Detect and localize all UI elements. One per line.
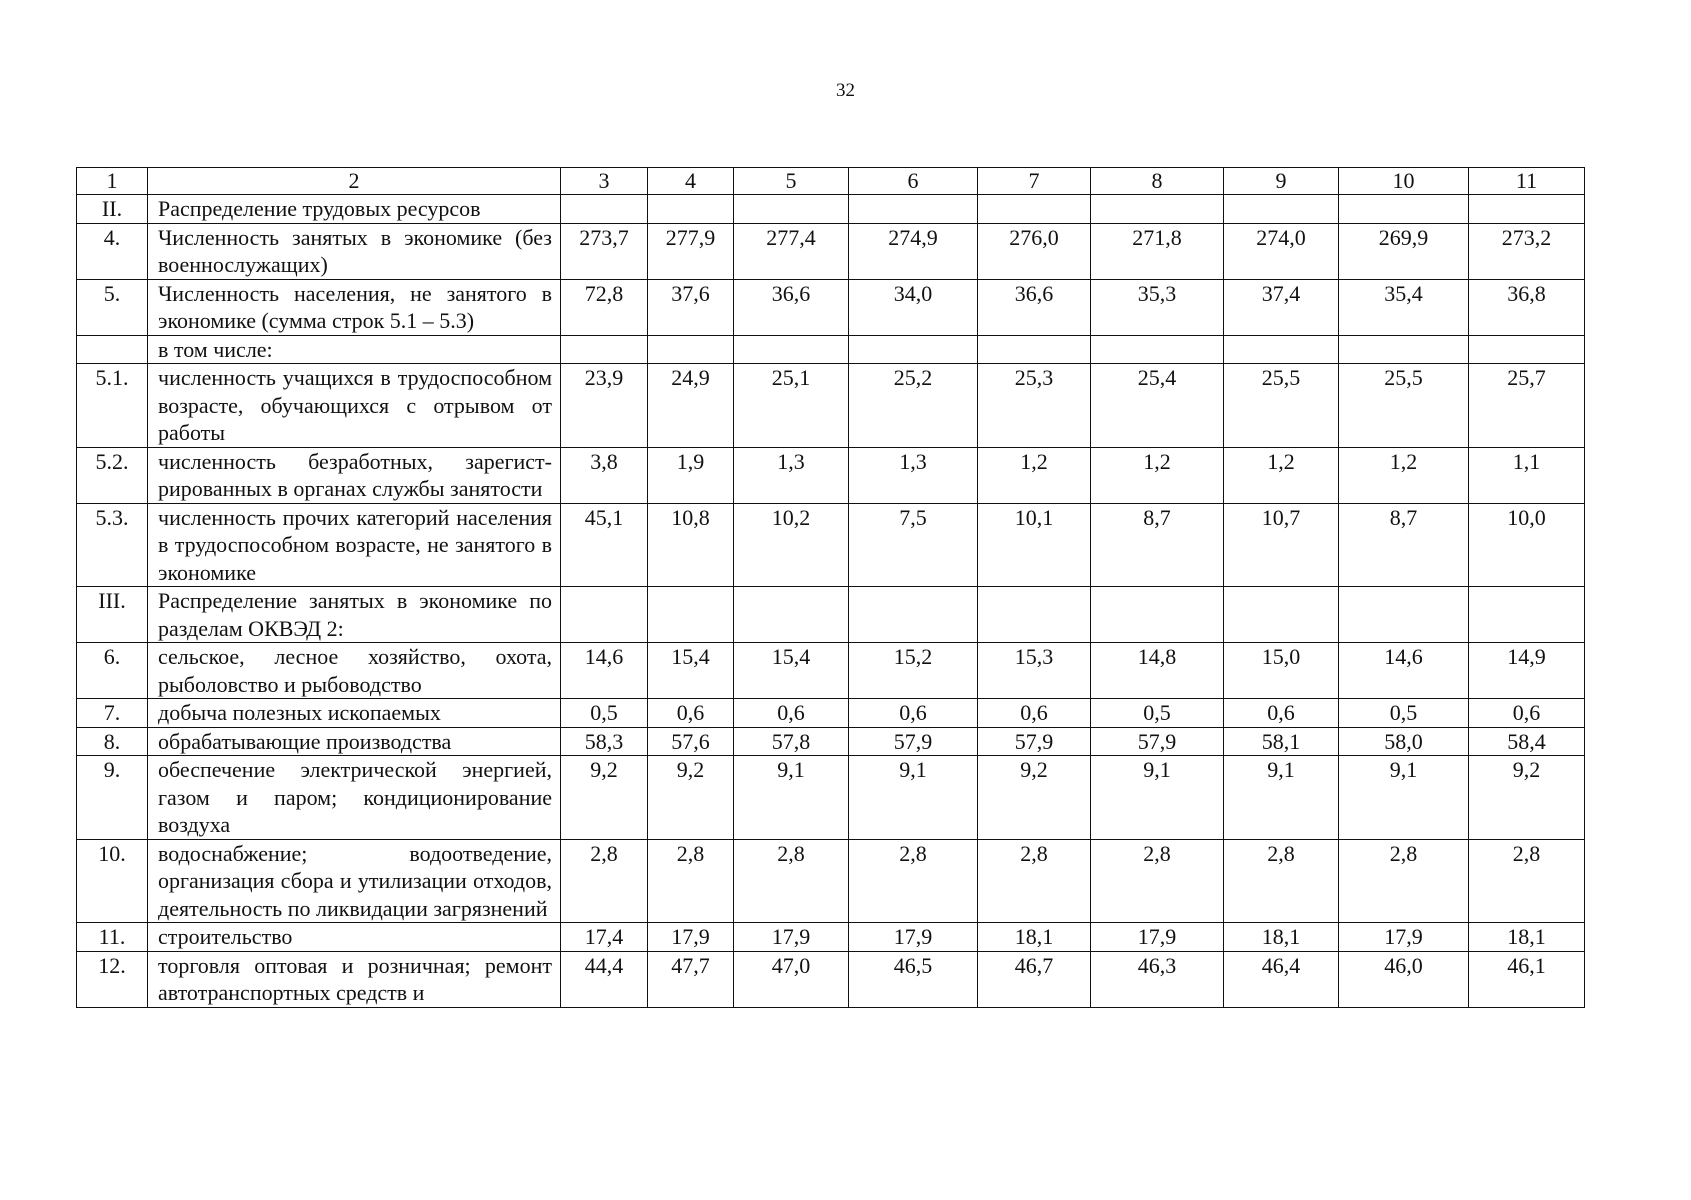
row-label: водоснабжение; водоотведение, организация сбора и утилизации отходов, деятельность по ликвидации загрязнений xyxy=(148,839,561,923)
value-cell: 2,8 xyxy=(1091,839,1224,923)
value-cell xyxy=(1224,587,1339,643)
value-cell: 3,8 xyxy=(561,447,648,503)
value-cell: 46,1 xyxy=(1469,951,1585,1007)
row-number: 6. xyxy=(77,643,148,699)
header-cell: 5 xyxy=(734,168,849,195)
header-cell: 9 xyxy=(1224,168,1339,195)
value-cell: 1,3 xyxy=(849,447,978,503)
value-cell: 0,6 xyxy=(648,699,734,728)
value-cell xyxy=(1469,335,1585,364)
value-cell: 25,3 xyxy=(978,364,1091,448)
table-row xyxy=(77,699,1585,728)
value-cell: 45,1 xyxy=(561,503,648,587)
value-cell: 7,5 xyxy=(849,503,978,587)
value-cell: 58,1 xyxy=(1224,727,1339,756)
value-cell: 37,4 xyxy=(1224,279,1339,335)
value-cell: 0,6 xyxy=(1224,699,1339,728)
table-row xyxy=(77,923,1585,952)
row-number: 5.2. xyxy=(77,447,148,503)
value-cell: 10,7 xyxy=(1224,503,1339,587)
value-cell: 35,3 xyxy=(1091,279,1224,335)
value-cell: 2,8 xyxy=(734,839,849,923)
value-cell: 58,4 xyxy=(1469,727,1585,756)
value-cell: 1,9 xyxy=(648,447,734,503)
header-cell: 3 xyxy=(561,168,648,195)
value-cell: 9,1 xyxy=(1339,756,1469,840)
value-cell: 269,9 xyxy=(1339,223,1469,279)
value-cell: 2,8 xyxy=(1224,839,1339,923)
value-cell xyxy=(648,587,734,643)
table-body xyxy=(77,168,1585,1008)
value-cell xyxy=(1339,195,1469,224)
row-label: торговля оптовая и розничная; ремонт автотранспортных средств и xyxy=(148,951,561,1007)
value-cell: 15,0 xyxy=(1224,643,1339,699)
row-label: численность учащихся в трудоспособном возрасте, обучающихся с отрывом от работы xyxy=(148,364,561,448)
value-cell: 46,3 xyxy=(1091,951,1224,1007)
value-cell xyxy=(648,335,734,364)
row-label: численность безработных, зарегист-рированных в органах службы занятости xyxy=(148,447,561,503)
value-cell: 57,8 xyxy=(734,727,849,756)
value-cell: 15,3 xyxy=(978,643,1091,699)
value-cell: 15,4 xyxy=(734,643,849,699)
row-number: 5.1. xyxy=(77,364,148,448)
value-cell xyxy=(1469,587,1585,643)
value-cell xyxy=(648,195,734,224)
value-cell: 36,6 xyxy=(978,279,1091,335)
value-cell: 17,9 xyxy=(648,923,734,952)
value-cell: 25,2 xyxy=(849,364,978,448)
value-cell: 2,8 xyxy=(1339,839,1469,923)
value-cell xyxy=(849,587,978,643)
value-cell: 17,9 xyxy=(1091,923,1224,952)
value-cell xyxy=(734,587,849,643)
table-row xyxy=(77,587,1585,643)
value-cell: 273,2 xyxy=(1469,223,1585,279)
value-cell: 57,9 xyxy=(1091,727,1224,756)
value-cell: 14,9 xyxy=(1469,643,1585,699)
value-cell: 1,2 xyxy=(1224,447,1339,503)
value-cell: 2,8 xyxy=(648,839,734,923)
row-label: Распределение занятых в экономике по разделам ОКВЭД 2: xyxy=(148,587,561,643)
value-cell: 10,2 xyxy=(734,503,849,587)
row-number: III. xyxy=(77,587,148,643)
value-cell: 0,6 xyxy=(734,699,849,728)
value-cell xyxy=(1339,587,1469,643)
value-cell: 25,4 xyxy=(1091,364,1224,448)
value-cell: 72,8 xyxy=(561,279,648,335)
row-number: 12. xyxy=(77,951,148,1007)
value-cell xyxy=(561,195,648,224)
row-number: 8. xyxy=(77,727,148,756)
value-cell: 15,2 xyxy=(849,643,978,699)
value-cell: 46,5 xyxy=(849,951,978,1007)
value-cell: 46,4 xyxy=(1224,951,1339,1007)
value-cell: 17,9 xyxy=(1339,923,1469,952)
value-cell: 25,1 xyxy=(734,364,849,448)
value-cell xyxy=(1469,195,1585,224)
row-label: Численность занятых в экономике (без военнослужащих) xyxy=(148,223,561,279)
statistics-table xyxy=(76,167,1585,1008)
value-cell: 37,6 xyxy=(648,279,734,335)
row-label: сельское, лесное хозяйство, охота, рыболовство и рыбоводство xyxy=(148,643,561,699)
value-cell: 47,7 xyxy=(648,951,734,1007)
row-label: обрабатывающие производства xyxy=(148,727,561,756)
value-cell: 17,4 xyxy=(561,923,648,952)
row-label: Численность населения, не занятого в экономике (сумма строк 5.1 – 5.3) xyxy=(148,279,561,335)
value-cell: 9,1 xyxy=(849,756,978,840)
value-cell: 23,9 xyxy=(561,364,648,448)
row-number: 10. xyxy=(77,839,148,923)
row-number: II. xyxy=(77,195,148,224)
value-cell: 58,0 xyxy=(1339,727,1469,756)
value-cell: 274,0 xyxy=(1224,223,1339,279)
row-number: 4. xyxy=(77,223,148,279)
table-row xyxy=(77,279,1585,335)
row-number: 5.3. xyxy=(77,503,148,587)
value-cell xyxy=(734,335,849,364)
table-row xyxy=(77,335,1585,364)
value-cell: 36,8 xyxy=(1469,279,1585,335)
value-cell: 14,6 xyxy=(561,643,648,699)
value-cell: 14,6 xyxy=(1339,643,1469,699)
value-cell xyxy=(978,195,1091,224)
row-label: добыча полезных ископаемых xyxy=(148,699,561,728)
header-cell: 2 xyxy=(148,168,561,195)
row-label: численность прочих категорий населения в трудоспособном возрасте, не занятого в экономике xyxy=(148,503,561,587)
value-cell: 1,1 xyxy=(1469,447,1585,503)
row-number: 5. xyxy=(77,279,148,335)
value-cell: 2,8 xyxy=(1469,839,1585,923)
value-cell xyxy=(978,335,1091,364)
value-cell: 0,6 xyxy=(1469,699,1585,728)
value-cell: 9,1 xyxy=(1224,756,1339,840)
value-cell xyxy=(1224,195,1339,224)
value-cell: 9,2 xyxy=(978,756,1091,840)
value-cell: 17,9 xyxy=(849,923,978,952)
value-cell: 277,4 xyxy=(734,223,849,279)
value-cell xyxy=(1339,335,1469,364)
header-cell: 1 xyxy=(77,168,148,195)
value-cell: 34,0 xyxy=(849,279,978,335)
value-cell: 10,0 xyxy=(1469,503,1585,587)
value-cell xyxy=(849,335,978,364)
value-cell: 47,0 xyxy=(734,951,849,1007)
value-cell: 18,1 xyxy=(1469,923,1585,952)
value-cell: 15,4 xyxy=(648,643,734,699)
value-cell: 25,5 xyxy=(1339,364,1469,448)
value-cell: 57,9 xyxy=(978,727,1091,756)
value-cell: 10,1 xyxy=(978,503,1091,587)
value-cell: 46,0 xyxy=(1339,951,1469,1007)
table-row xyxy=(77,503,1585,587)
value-cell: 18,1 xyxy=(978,923,1091,952)
value-cell: 25,7 xyxy=(1469,364,1585,448)
value-cell: 35,4 xyxy=(1339,279,1469,335)
value-cell: 0,5 xyxy=(1339,699,1469,728)
header-cell: 11 xyxy=(1469,168,1585,195)
table-row xyxy=(77,756,1585,840)
value-cell xyxy=(1224,335,1339,364)
header-cell: 6 xyxy=(849,168,978,195)
value-cell xyxy=(1091,195,1224,224)
value-cell: 9,1 xyxy=(734,756,849,840)
table-row xyxy=(77,727,1585,756)
header-cell: 8 xyxy=(1091,168,1224,195)
row-number: 9. xyxy=(77,756,148,840)
table-header-row xyxy=(77,168,1585,195)
value-cell: 1,2 xyxy=(978,447,1091,503)
value-cell: 273,7 xyxy=(561,223,648,279)
value-cell: 57,9 xyxy=(849,727,978,756)
value-cell: 14,8 xyxy=(1091,643,1224,699)
table-row xyxy=(77,223,1585,279)
table-row xyxy=(77,364,1585,448)
value-cell: 277,9 xyxy=(648,223,734,279)
value-cell xyxy=(978,587,1091,643)
value-cell xyxy=(1091,587,1224,643)
value-cell: 1,3 xyxy=(734,447,849,503)
row-number xyxy=(77,335,148,364)
value-cell xyxy=(734,195,849,224)
value-cell: 58,3 xyxy=(561,727,648,756)
header-cell: 7 xyxy=(978,168,1091,195)
value-cell: 0,6 xyxy=(978,699,1091,728)
value-cell: 0,5 xyxy=(1091,699,1224,728)
value-cell: 36,6 xyxy=(734,279,849,335)
page-number: 32 xyxy=(836,80,855,101)
value-cell xyxy=(1091,335,1224,364)
value-cell: 18,1 xyxy=(1224,923,1339,952)
value-cell: 1,2 xyxy=(1339,447,1469,503)
value-cell: 10,8 xyxy=(648,503,734,587)
value-cell: 271,8 xyxy=(1091,223,1224,279)
value-cell xyxy=(849,195,978,224)
header-cell: 4 xyxy=(648,168,734,195)
value-cell: 9,2 xyxy=(648,756,734,840)
header-cell: 10 xyxy=(1339,168,1469,195)
value-cell: 0,5 xyxy=(561,699,648,728)
table-row xyxy=(77,447,1585,503)
value-cell: 276,0 xyxy=(978,223,1091,279)
row-number: 11. xyxy=(77,923,148,952)
value-cell: 2,8 xyxy=(561,839,648,923)
table-row xyxy=(77,951,1585,1007)
value-cell: 25,5 xyxy=(1224,364,1339,448)
row-label: обеспечение электрической энергией, газом и паром; кондиционирование воздуха xyxy=(148,756,561,840)
value-cell: 24,9 xyxy=(648,364,734,448)
table-row xyxy=(77,839,1585,923)
value-cell: 9,2 xyxy=(561,756,648,840)
table-row xyxy=(77,195,1585,224)
value-cell: 8,7 xyxy=(1091,503,1224,587)
value-cell: 2,8 xyxy=(849,839,978,923)
row-label: в том числе: xyxy=(148,335,561,364)
value-cell: 17,9 xyxy=(734,923,849,952)
value-cell: 0,6 xyxy=(849,699,978,728)
value-cell: 46,7 xyxy=(978,951,1091,1007)
value-cell: 8,7 xyxy=(1339,503,1469,587)
row-label: строительство xyxy=(148,923,561,952)
row-label: Распределение трудовых ресурсов xyxy=(148,195,561,224)
value-cell xyxy=(561,587,648,643)
value-cell: 44,4 xyxy=(561,951,648,1007)
value-cell: 274,9 xyxy=(849,223,978,279)
value-cell: 9,1 xyxy=(1091,756,1224,840)
table-row xyxy=(77,643,1585,699)
value-cell: 1,2 xyxy=(1091,447,1224,503)
row-number: 7. xyxy=(77,699,148,728)
value-cell: 9,2 xyxy=(1469,756,1585,840)
value-cell xyxy=(561,335,648,364)
value-cell: 57,6 xyxy=(648,727,734,756)
value-cell: 2,8 xyxy=(978,839,1091,923)
